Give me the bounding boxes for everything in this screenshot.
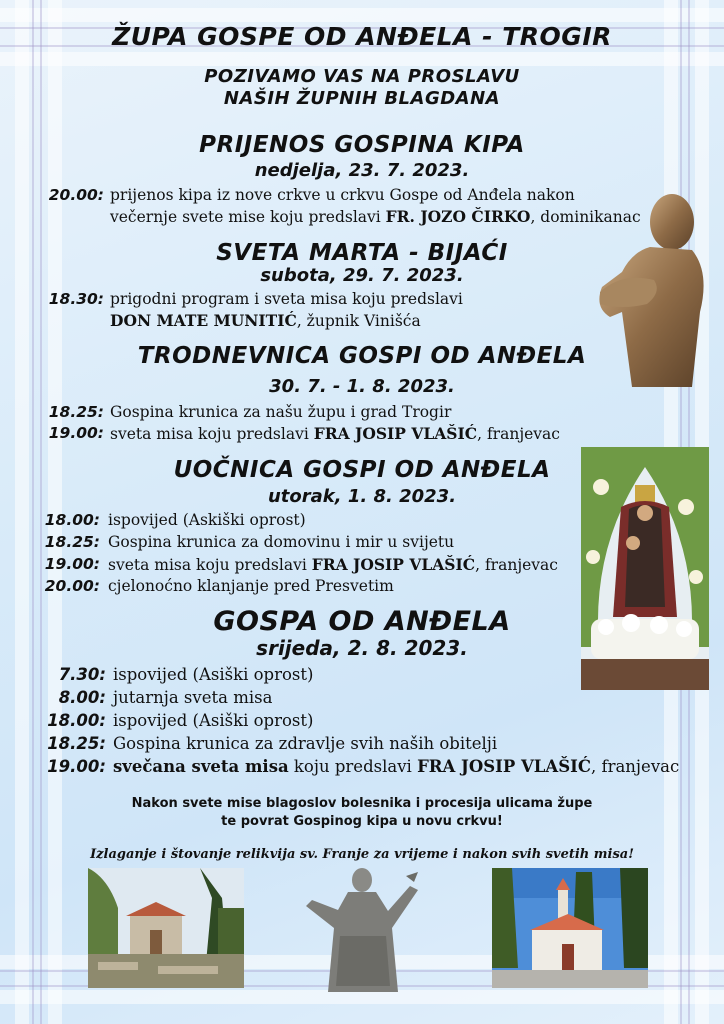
event-text-part: , dominikanac (530, 208, 641, 226)
event-time: 19.00: (44, 555, 100, 573)
event-text: ispovijed (Askiški oprost) (108, 511, 306, 529)
section-title: PRIJENOS GOSPINA KIPA (199, 132, 525, 158)
event-time: 19.00: (47, 757, 106, 776)
blessing-note (0, 795, 724, 831)
event-text: Gospina krunica za našu župu i grad Trogir (110, 403, 452, 421)
event-time: 19.00: (48, 424, 104, 442)
event-text-part: , franjevac (475, 556, 558, 574)
event-time: 18.25: (48, 403, 104, 421)
event-text-part: sveta misa koju predslavi (110, 425, 314, 443)
page-title: ŽUPA GOSPE OD ANĐELA - TROGIR (112, 22, 612, 51)
bg-grid-line (0, 52, 724, 66)
invitation-heading (0, 66, 724, 110)
section-date: 30. 7. - 1. 8. 2023. (269, 376, 455, 397)
event-text (110, 207, 641, 226)
section-title: TRODNEVNICA GOSPI OD ANĐELA (137, 343, 587, 369)
event-text-part: sveta misa koju predslavi (108, 556, 312, 574)
event-text: jutarnja sveta misa (113, 688, 273, 707)
section-date: subota, 29. 7. 2023. (260, 265, 464, 286)
section-date: utorak, 1. 8. 2023. (267, 486, 457, 507)
event-text: cjelonoćno klanjanje pred Presvetim (108, 577, 394, 595)
saint-francis-statue-image (300, 866, 425, 996)
celebrant-name: FRA JOSIP VLAŠIĆ (417, 757, 591, 776)
section-title: SVETA MARTA - BIJAĆI (216, 240, 508, 266)
event-text-part: , franjevac (590, 757, 680, 776)
event-text: Gospina krunica za domovinu i mir u svijetu (108, 533, 455, 551)
section-date: srijeda, 2. 8. 2023. (256, 636, 468, 660)
event-text-part: , franjevac (477, 425, 560, 443)
event-time: 7.30: (58, 665, 106, 684)
statue-image (592, 192, 710, 387)
celebrant-name: FRA JOSIP VLAŠIĆ (313, 424, 478, 443)
event-text-part: večernje svete mise koju predslavi (110, 208, 386, 226)
event-text: ispovijed (Asiški oprost) (113, 665, 314, 684)
event-time: 20.00: (44, 577, 100, 595)
celebrant-name: DON MATE MUNITIĆ (110, 311, 297, 330)
event-text (108, 555, 558, 574)
event-text (110, 311, 421, 330)
invitation-line: POZIVAMO VAS NA PROSLAVU (204, 66, 520, 87)
event-text (110, 424, 560, 443)
event-time: 18.00: (47, 711, 106, 730)
event-time: 20.00: (48, 186, 104, 204)
event-time: 18.25: (47, 734, 106, 753)
invitation-line: NAŠIH ŽUPNIH BLAGDANA (223, 88, 501, 109)
section-title: GOSPA OD ANĐELA (213, 606, 511, 637)
section-title: UOČNICA GOSPI OD ANĐELA (173, 457, 551, 483)
event-highlight: svečana sveta misa (113, 757, 289, 776)
bg-grid-line (0, 8, 724, 22)
chapel-image (88, 868, 244, 988)
section-date: nedjelja, 23. 7. 2023. (254, 160, 470, 181)
event-text: Gospina krunica za zdravlje svih naših obitelji (113, 734, 498, 753)
madonna-image (581, 447, 709, 690)
event-text: prijenos kipa iz nove crkve u crkvu Gospe od Anđela nakon (110, 186, 575, 204)
relics-note: Izlaganje i štovanje relikvija sv. Franje za vrijeme i nakon svih svetih misa! (90, 847, 634, 862)
event-time: 18.25: (44, 533, 100, 551)
event-text: ispovijed (Asiški oprost) (113, 711, 314, 730)
church-image (492, 868, 648, 988)
event-text: prigodni program i sveta misa koju predslavi (110, 290, 463, 308)
celebrant-name: FR. JOZO ČIRKO (385, 207, 531, 226)
event-time: 18.00: (44, 511, 100, 529)
event-time: 18.30: (48, 290, 104, 308)
blessing-note-line: te povrat Gospinog kipa u novu crkvu! (221, 814, 503, 829)
event-text-part: , župnik Vinišća (296, 312, 421, 330)
celebrant-name: FRA JOSIP VLAŠIĆ (311, 555, 476, 574)
blessing-note-line: Nakon svete mise blagoslov bolesnika i procesija ulicama župe (131, 796, 593, 811)
event-text-part: koju predslavi (288, 757, 418, 776)
event-time: 8.00: (58, 688, 106, 707)
event-text (113, 757, 679, 776)
